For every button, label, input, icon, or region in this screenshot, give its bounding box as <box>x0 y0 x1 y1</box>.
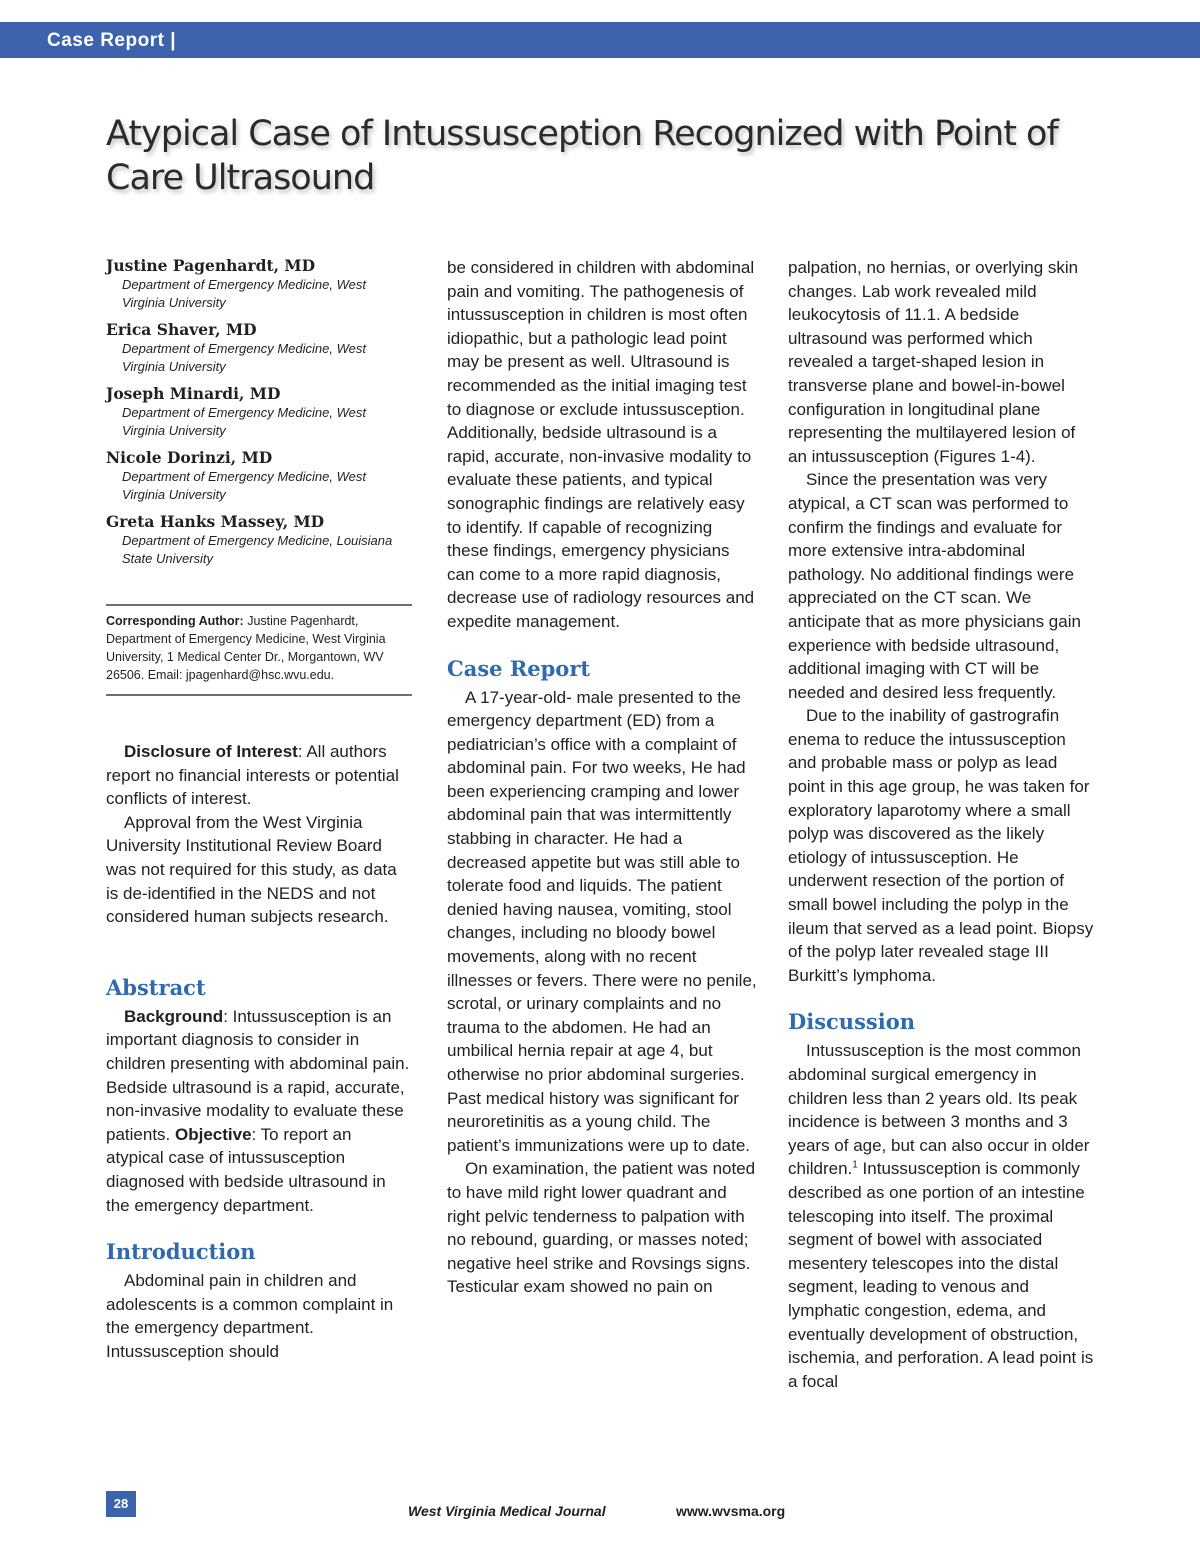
journal-name: West Virginia Medical Journal <box>408 1503 606 1519</box>
author-affiliation: Department of Emergency Medicine, Louisiana State University <box>122 533 393 566</box>
case-report-heading: Case Report <box>447 655 591 681</box>
case-paragraph-4: Due to the inability of gastrografin enema to reduce the intussusception and probable mass or polyp as lead point in this age group, he was taken for exploratory laparotomy where a small polyp was discovered as the likely etiology of intussusception. He underwent resection of the portion of small bowel including the polyp in the ileum that served as a lead point. Biopsy of the polyp later revealed stage III Burkitt’s lymphoma. <box>788 706 1094 985</box>
case-paragraph-2-start: On examination, the patient was noted to have mild right lower quadrant and right pelvic tenderness to palpation with no rebound, guarding, or masses noted; negative heel strike and Rovsings signs. Testicular exam showed no pain on <box>447 1159 756 1297</box>
corresponding-label: Corresponding Author: <box>106 614 244 628</box>
author-name: Greta Hanks Massey, MD <box>106 512 325 531</box>
abstract-paragraph <box>106 1005 412 1217</box>
case-paragraph-3: Since the presentation was very atypical, a CT scan was performed to confirm the findings and evaluate for more extensive intra-abdominal pathology. No additional findings were appreciated on the CT scan. We anticipate that as more physicians gain experience with bedside ultrasound, additional imaging with CT will be needed and desired less frequently. <box>788 470 1081 702</box>
author-name: Justine Pagenhardt, MD <box>106 256 316 275</box>
author-block <box>106 448 412 504</box>
disclosure-label: Disclosure of Interest <box>124 742 298 761</box>
disclosure-text: : All authors report no financial interests or potential conflicts of interest. <box>106 742 399 809</box>
case-paragraph-1: A 17-year-old- male presented to the emergency department (ED) from a pediatrician’s office with a complaint of abdominal pain. For two weeks, He had been experiencing cramping and lower abdominal pain that was intermittently stabbing in character. He had a decreased appetite but was still able to tolerate food and liquids. The patient denied having nausea, vomiting, stool changes, including no bloody bowel movements, along with no recent illnesses or fevers. There were no penile, scrotal, or urinary complaints and no trauma to the abdomen. He had an umbilical hernia repair at age 4, but otherwise no prior abdominal surgeries. Past medical history was significant for neuroretinitis as a young child. The patient’s immunizations were up to date. <box>447 687 757 1155</box>
discussion-heading: Discussion <box>788 1009 915 1035</box>
journal-url[interactable]: www.wvsma.org <box>676 1503 786 1519</box>
author-affiliation: Department of Emergency Medicine, West Virginia University <box>122 405 366 438</box>
approval-paragraph: Approval from the West Virginia University Institutional Review Board was not required for this study, as data is de-identified in the NEDS and not considered human subjects research. <box>106 812 397 927</box>
introduction-heading: Introduction <box>106 1239 256 1265</box>
article-title: Atypical Case of Intussusception Recognized with Point of Care Ultrasound <box>106 114 1058 198</box>
section-label: Case Report | <box>47 30 177 51</box>
page-number: 28 <box>106 1491 136 1517</box>
background-label: Background <box>124 1006 224 1026</box>
discussion-text-a: Intussusception is the most common abdominal surgical emergency in children less than 2 years old. Its peak incidence is between 3 months and 3 years of age, but can also occur in older children. <box>788 1041 1090 1179</box>
column-3 <box>788 256 1098 1393</box>
disclosure-paragraph <box>106 740 412 811</box>
introduction-paragraph-cont: be considered in children with abdominal pain and vomiting. The pathogenesis of intussusception in children is most often idiopathic, but a pathologic lead point may be present as well. Ultrasound is recommended as the initial imaging test to diagnose or exclude intussusception. Additionally, bedside ultrasound is a rapid, accurate, non-invasive modality to evaluate these patients, and typical sonographic findings are relatively easy to identify. If capable of recognizing these findings, emergency physicians can come to a more rapid diagnosis, decrease use of radiology resources and expedite management. <box>447 258 755 631</box>
column-2 <box>447 256 757 1299</box>
objective-text: : To report an atypical case of intussusception diagnosed with bedside ultrasound in the emergency department. <box>106 1124 386 1215</box>
background-text: : Intussusception is an important diagnosis to consider in children presenting with abdominal pain. Bedside ultrasound is a rapid, accurate, non-invasive modality to evaluate these patients. <box>106 1006 410 1144</box>
author-name: Joseph Minardi, MD <box>106 384 281 403</box>
corresponding-text: Justine Pagenhardt, Department of Emergency Medicine, West Virginia University, 1 Medical Center Dr., Morgantown, WV 26506. Email: jpagenhard@hsc.wvu.edu. <box>106 614 386 682</box>
abstract-heading: Abstract <box>106 974 206 1000</box>
introduction-paragraph-start: Abdominal pain in children and adolescents is a common complaint in the emergency department. Intussusception should <box>106 1271 394 1361</box>
objective-label: Objective <box>175 1124 252 1144</box>
author-block <box>106 384 412 440</box>
corresponding-author <box>106 604 412 696</box>
author-affiliation: Department of Emergency Medicine, West Virginia University <box>122 277 366 310</box>
author-name: Nicole Dorinzi, MD <box>106 448 273 467</box>
discussion-paragraph <box>788 1039 1098 1393</box>
author-affiliation: Department of Emergency Medicine, West Virginia University <box>122 341 366 374</box>
author-block <box>106 320 412 376</box>
case-paragraph-2-cont: palpation, no hernias, or overlying skin changes. Lab work revealed mild leukocytosis of 11.1. A bedside ultrasound was performed which revealed a target-shaped lesion in transverse plane and bowel-in-bowel configuration in longitudinal plane representing the multilayered lesion of an intussusception (Figures 1-4). <box>788 258 1079 466</box>
author-block <box>106 512 412 568</box>
author-name: Erica Shaver, MD <box>106 320 257 339</box>
reference-marker: 1 <box>852 1159 858 1171</box>
discussion-text-b: Intussusception is commonly described as one portion of an intestine telescoping into itself. The proximal segment of bowel with associated mesentery telescopes into the distal segment, leading to venous and lymphatic congestion, edema, and eventually development of obstruction, ischemia, and perforation. A lead point is a focal <box>788 1159 1094 1391</box>
author-block <box>106 256 412 312</box>
column-1 <box>106 256 412 1363</box>
author-affiliation: Department of Emergency Medicine, West Virginia University <box>122 469 366 502</box>
header-banner <box>0 22 1200 58</box>
